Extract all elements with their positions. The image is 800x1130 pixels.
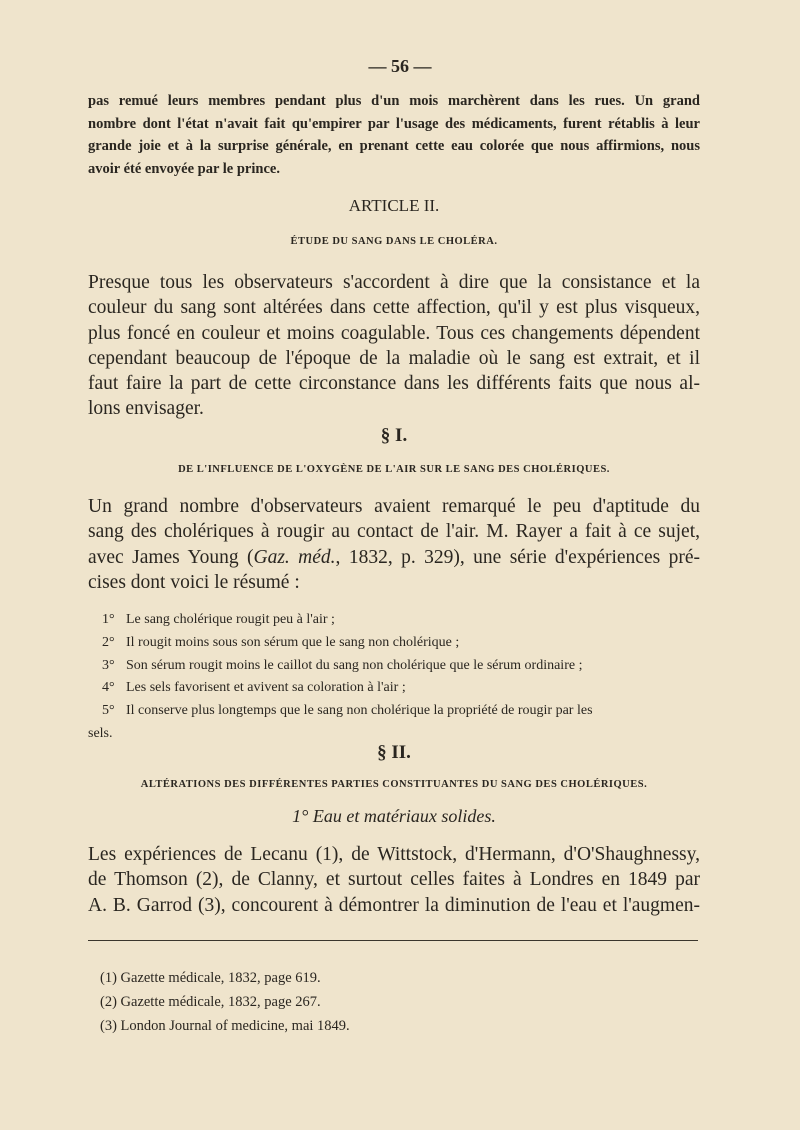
text-line: de Thomson (2), de Clanny, et surtout celles faites à Londres en 1849 par bbox=[88, 869, 700, 891]
text-line bbox=[88, 545, 700, 570]
results-list bbox=[88, 609, 703, 746]
list-text: Son sérum rougit moins le caillot du sang non cholérique que le sérum ordinaire ; bbox=[126, 657, 583, 673]
footnote: (2) Gazette médicale, 1832, page 267. bbox=[100, 994, 321, 1010]
list-number: 5° bbox=[102, 703, 115, 719]
list-item bbox=[88, 700, 703, 723]
text-line: Presque tous les observateurs s'accordent à dire que la consistance et la bbox=[88, 272, 700, 293]
text-line: faut faire la part de cette circonstance dans les différents faits que nous al- bbox=[88, 373, 700, 395]
text-line: plus foncé en couleur et moins coagulable. Tous ces changements dépendent bbox=[88, 322, 700, 344]
intro-paragraph bbox=[88, 90, 700, 180]
text-line: sang des cholériques à rougir au contact de l'air. M. Rayer a fait à ce sujet, bbox=[88, 521, 700, 543]
footnote: (1) Gazette médicale, 1832, page 619. bbox=[100, 970, 321, 986]
list-item bbox=[88, 677, 703, 700]
text-line: grande joie et à la surprise générale, en prenant cette eau colorée que nous affirmions, nous bbox=[88, 138, 700, 154]
article-title: ARTICLE II. bbox=[348, 196, 440, 215]
article-subtitle: ÉTUDE DU SANG DANS LE CHOLÉRA. bbox=[290, 236, 498, 247]
section-2-title: § II. bbox=[377, 742, 411, 763]
list-number: 4° bbox=[102, 680, 115, 696]
list-text: Il rougit moins sous son sérum que le sang non cholérique ; bbox=[126, 634, 460, 650]
footnote-divider bbox=[88, 940, 698, 941]
section-2-subtitle: ALTÉRATIONS DES DIFFÉRENTES PARTIES CONSTITUANTES DU SANG DES CHOLÉRIQUES. bbox=[140, 779, 648, 790]
paragraph-2 bbox=[88, 494, 700, 595]
text-line: A. B. Garrod (3), concourent à démontrer la diminution de l'eau et l'augmen- bbox=[88, 894, 700, 916]
list-item bbox=[88, 655, 703, 678]
text-line: cises dont voici le résumé : bbox=[88, 571, 300, 593]
section-1-title: § I. bbox=[380, 425, 408, 446]
list-number: 3° bbox=[102, 657, 115, 673]
list-number: 2° bbox=[102, 634, 115, 650]
paragraph-3 bbox=[88, 842, 700, 918]
list-number: 1° bbox=[102, 612, 115, 627]
paragraph-1 bbox=[88, 270, 700, 422]
list-item bbox=[88, 609, 703, 632]
text-line: lons envisager. bbox=[88, 398, 204, 420]
list-text: Les sels favorisent et avivent sa coloration à l'air ; bbox=[126, 680, 406, 696]
text-line: couleur du sang sont altérées dans cette affection, qu'il y est plus visqueux, bbox=[88, 297, 700, 319]
text-line: Un grand nombre d'observateurs avaient remarqué le peu d'aptitude du bbox=[88, 496, 700, 517]
text-line: Les expériences de Lecanu (1), de Wittstock, d'Hermann, d'O'Shaughnessy, bbox=[88, 844, 700, 865]
text-line: avoir été envoyée par le prince. bbox=[88, 160, 280, 177]
list-text: Il conserve plus longtemps que le sang non cholérique la propriété de rougir par les bbox=[126, 703, 593, 719]
section-1-subtitle: DE L'INFLUENCE DE L'OXYGÈNE DE L'AIR SUR LE SANG DES CHOLÉRIQUES. bbox=[178, 464, 610, 475]
list-item bbox=[88, 632, 703, 655]
text-line: pas remué leurs membres pendant plus d'un mois marchèrent dans les rues. Un grand bbox=[88, 93, 700, 109]
subsection-title: 1° Eau et matériaux solides. bbox=[292, 806, 496, 826]
list-text: Le sang cholérique rougit peu à l'air ; bbox=[126, 612, 335, 627]
journal-citation: Gaz. méd. bbox=[253, 546, 336, 568]
footnote: (3) London Journal of medicine, mai 1849. bbox=[100, 1018, 350, 1034]
list-continuation: sels. bbox=[88, 725, 113, 741]
text-line: nombre dont l'état n'avait fait qu'empirer par l'usage des médicaments, furent rétablis à leur bbox=[88, 115, 700, 132]
text-line: cependant beaucoup de l'époque de la maladie où le sang est extrait, et il bbox=[88, 347, 700, 369]
text-run: , 1832, p. 329), une série d'expériences pré- bbox=[335, 546, 700, 568]
text-run: avec James Young ( bbox=[88, 546, 254, 568]
page-number: — 56 — bbox=[368, 56, 432, 76]
footnotes bbox=[100, 966, 350, 1038]
